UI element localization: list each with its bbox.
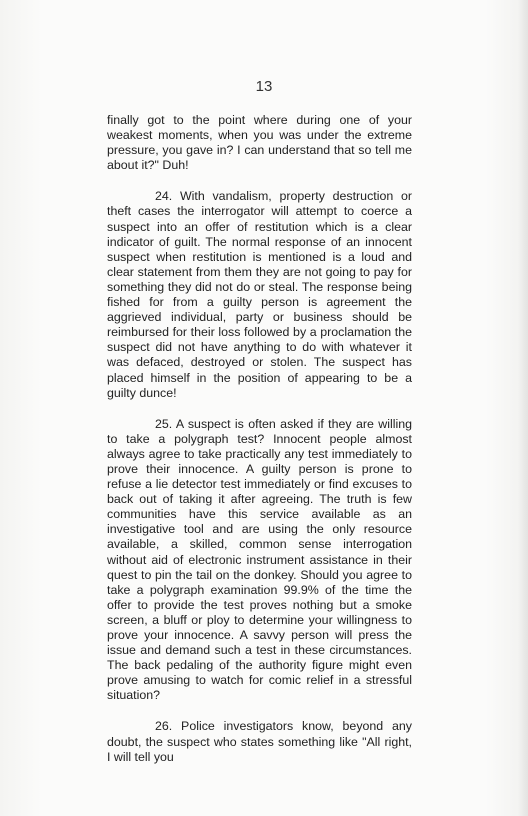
paragraph-continuation: finally got to the point where during one of your weakest moments, when you was under the extreme pressure, you gave in? I can understand that so tell me about it?" Duh! [107, 113, 412, 173]
paragraph-25-polygraph: 25. A suspect is often asked if they are willing to take a polygraph test? Innocent people almost always agree to take practically any test immediately to prove their innocence. A guilty person is prone to refuse a lie detector test immediately or find excuses to back out of taking it after agreeing. The truth is few communities have this service available as an investigative tool and are using the only resource available, a skilled, common sense interrogation without aid of electronic instrument assistance in their quest to pin the tail on the donkey. Should you agree to take a polygraph examination 99.9% of the time the offer to provide the test proves nothing but a smoke screen, a bluff or ploy to determine your willingness to prove your innocence. A savvy person will press the issue and demand such a test in these circumstances. The back pedaling of the authority figure might even prove amusing to watch for comic relief in a stressful situation? [107, 416, 412, 703]
body-text [107, 113, 412, 765]
paragraph-26-police-investigators: 26. Police investigators know, beyond any doubt, the suspect who states something like "All right, I will tell you [107, 719, 412, 764]
page-number: 13 [255, 78, 273, 95]
page-edge-shadow [518, 0, 528, 816]
paragraph-24-restitution: 24. With vandalism, property destruction or theft cases the interrogator will attempt to coerce a suspect into an offer of restitution which is a clear indicator of guilt. The normal response of an innocent suspect when restitution is mentioned is a loud and clear statement from them they are not going to pay for something they did not do or steal. The response being fished for from a guilty person is agreement the aggrieved individual, party or business should be reimbursed for their loss followed by a proclamation the suspect did not have anything to do with whatever it was defaced, destroyed or stolen. The suspect has placed himself in the position of appearing to be a guilty dunce! [107, 189, 412, 400]
